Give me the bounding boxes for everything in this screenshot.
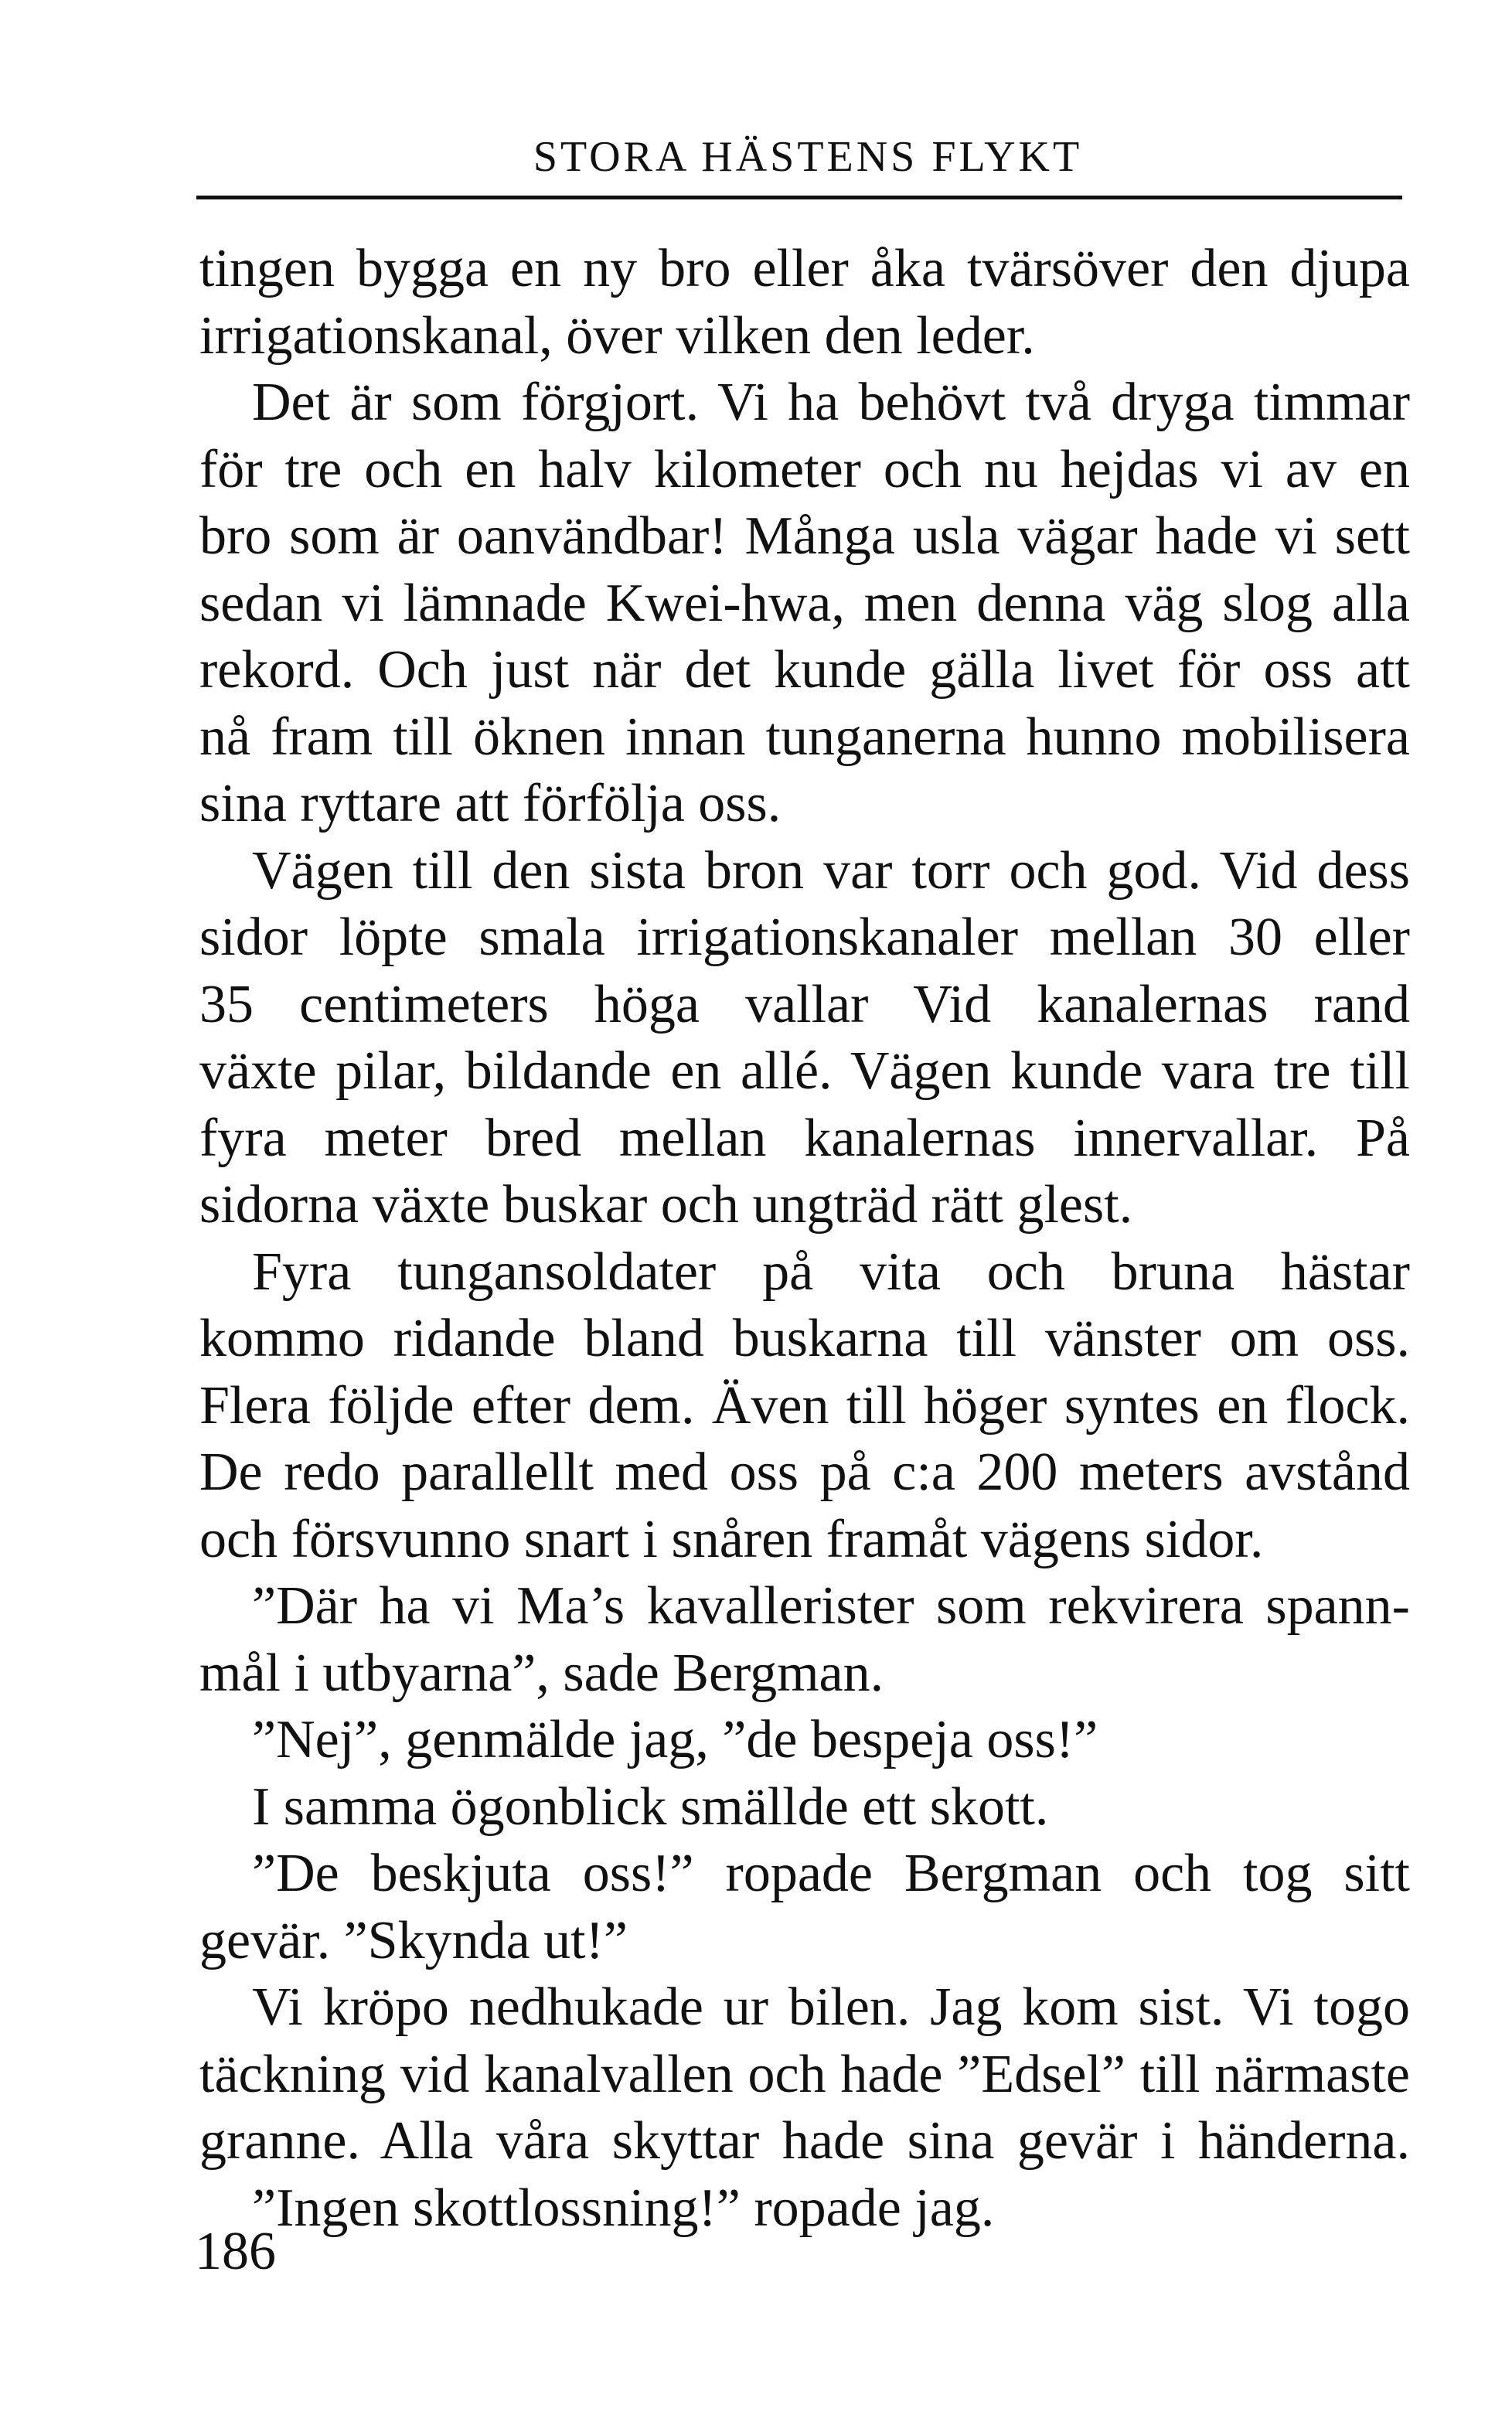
page-number: 186 <box>195 2222 276 2281</box>
body-text <box>199 236 1410 2242</box>
text-line: mål i utbyarna”, sade Bergman. <box>199 1643 884 1703</box>
running-head: STORA HÄSTENS FLYKT <box>533 133 1083 181</box>
text-line: nå fram till öknen innan tunganerna hunno mobilisera <box>199 707 1410 767</box>
text-line: Flera följde efter dem. Även till höger syntes en flock. <box>199 1375 1410 1436</box>
text-line: ”Där ha vi Ma’s kavallerister som rekvirera spann- <box>252 1576 1410 1636</box>
text-line: sidorna växte buskar och ungträd rätt glest. <box>199 1175 1133 1235</box>
text-line: Det är som förgjort. Vi ha behövt två dryga timmar <box>252 373 1410 432</box>
text-line: växte pilar, bildande en allé. Vägen kunde vara tre till <box>199 1041 1410 1101</box>
text-line: Vägen till den sista bron var torr och god. Vid dess <box>252 840 1410 901</box>
text-line: fyra meter bred mellan kanalernas innervallar. På <box>199 1108 1410 1168</box>
text-line: rekord. Och just när det kunde gälla livet för oss att <box>199 640 1410 700</box>
text-line: tingen bygga en ny bro eller åka tvärsöver den djupa <box>199 239 1410 298</box>
text-line: täckning vid kanalvallen och hade ”Edsel” till närmaste <box>199 2044 1410 2104</box>
text-line: ”Nej”, genmälde jag, ”de bespeja oss!” <box>252 1710 1098 1769</box>
text-line: sedan vi lämnade Kwei-hwa, men denna väg slog alla <box>199 573 1410 633</box>
text-line: sina ryttare att förfölja oss. <box>199 774 782 833</box>
text-line: Fyra tungansoldater på vita och bruna hästar <box>252 1241 1410 1302</box>
text-line: gevär. ”Skynda ut!” <box>199 1910 628 1970</box>
header-rule <box>196 196 1402 199</box>
text-line: bro som är oanvändbar! Många usla vägar hade vi sett <box>199 506 1410 566</box>
text-line: I samma ögonblick smällde ett skott. <box>252 1776 1049 1837</box>
text-line: granne. Alla våra skyttar hade sina gevär i händerna. <box>199 2111 1410 2171</box>
text-line: kommo ridande bland buskarna till vänster om oss. <box>199 1309 1410 1368</box>
text-line: ”De beskjuta oss!” ropade Bergman och tog sitt <box>252 1844 1410 1903</box>
text-line: sidor löpte smala irrigationskanaler mellan 30 eller <box>199 908 1410 967</box>
text-line: ”Ingen skottlossning!” ropade jag. <box>252 2178 995 2238</box>
text-line: och försvunno snart i snåren framåt vägens sidor. <box>199 1509 1264 1569</box>
text-line: 35 centimeters höga vallar Vid kanalernas rand <box>199 974 1410 1034</box>
text-line: för tre och en halv kilometer och nu hejdas vi av en <box>199 439 1410 499</box>
text-line: Vi kröpo nedhukade ur bilen. Jag kom sist. Vi togo <box>252 1977 1410 2037</box>
text-line: De redo parallellt med oss på c:a 200 meters avstånd <box>199 1442 1410 1502</box>
text-line: irrigationskanal, över vilken den leder. <box>199 305 1035 366</box>
